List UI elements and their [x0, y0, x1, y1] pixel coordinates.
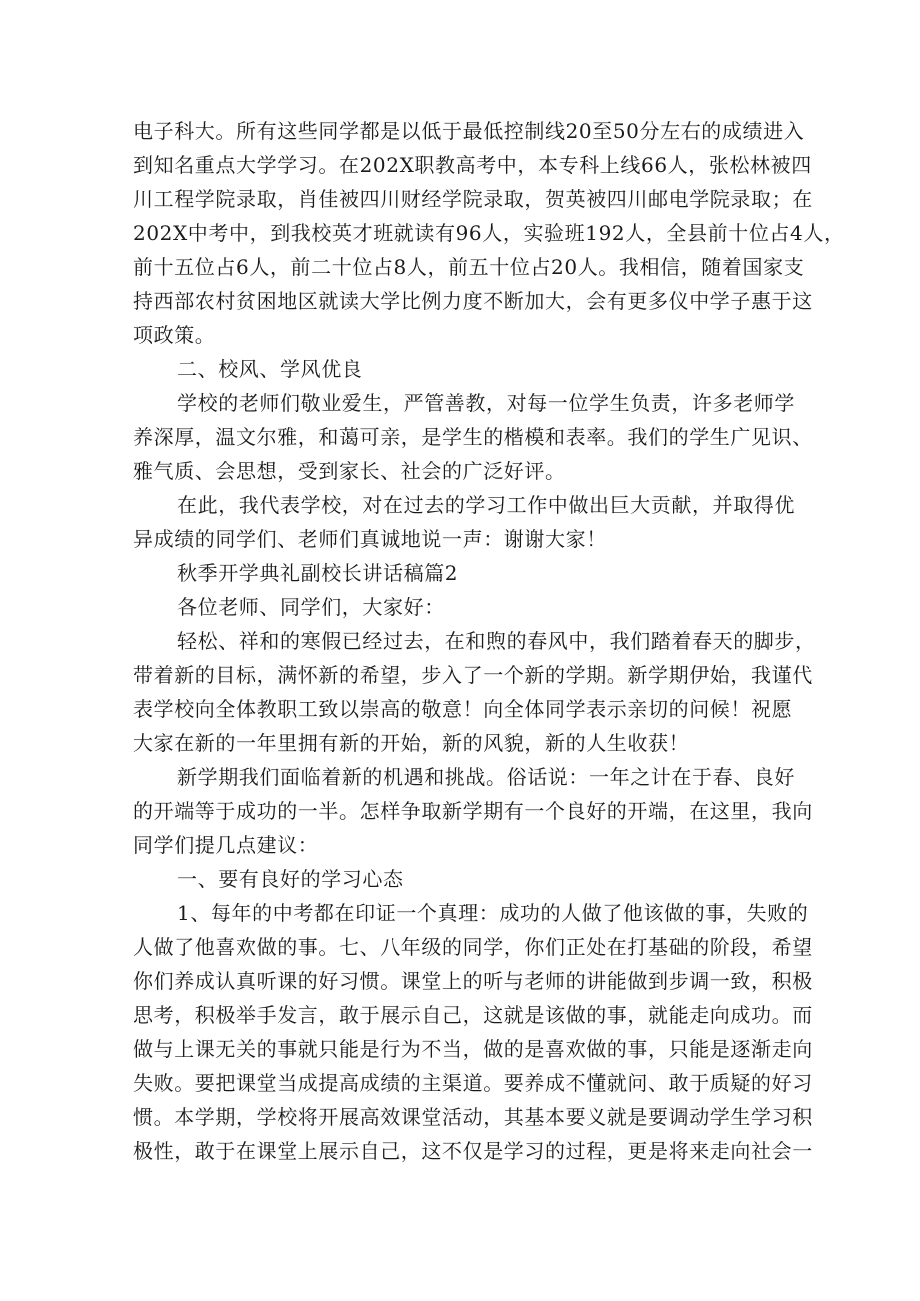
section-heading: 二、校风、学风优良 — [177, 357, 363, 381]
text-line: 项政策。 — [133, 323, 216, 347]
text-line: 异成绩的同学们、老师们真诚地说一声：谢谢大家！ — [133, 527, 607, 551]
text-line: 同学们提几点建议： — [133, 833, 319, 857]
text-line: 前十五位占6人，前二十位占8人，前五十位占20人。我相信，随着国家支 — [133, 255, 805, 279]
text-line: 养深厚，温文尔雅，和蔼可亲，是学生的楷模和表率。我们的学生广见识、 — [133, 425, 813, 449]
text-line: 极性，敢于在课堂上展示自己，这不仅是学习的过程，更是将来走向社会一 — [133, 1139, 813, 1163]
text-line: 1、每年的中考都在印证一个真理：成功的人做了他该做的事，失败的 — [177, 901, 809, 925]
text-line: 做与上课无关的事就只能是行为不当，做的是喜欢做的事，只能是逐渐走向 — [133, 1037, 813, 1061]
text-line: 思考，积极举手发言，敢于展示自己，这就是该做的事，就能走向成功。而 — [133, 1003, 813, 1027]
text-line: 电子科大。所有这些同学都是以低于最低控制线20至50分左右的成绩进入 — [133, 119, 805, 143]
text-line: 人做了他喜欢做的事。七、八年级的同学，你们正处在打基础的阶段，希望 — [133, 935, 813, 959]
text-line: 表学校向全体教职工致以崇高的敬意！向全体同学表示亲切的问候！祝愿 — [133, 697, 793, 721]
text-line: 持西部农村贫困地区就读大学比例力度不断加大，会有更多仪中学子惠于这 — [133, 289, 813, 313]
text-line: 带着新的目标，满怀新的希望，步入了一个新的学期。新学期伊始，我谨代 — [133, 663, 813, 687]
text-line: 在此，我代表学校，对在过去的学习工作中做出巨大贡献，并取得优 — [177, 493, 795, 517]
text-line: 雅气质、会思想，受到家长、社会的广泛好评。 — [133, 459, 566, 483]
text-line: 惯。本学期，学校将开展高效课堂活动，其基本要义就是要调动学生学习积 — [133, 1105, 813, 1129]
greeting: 各位老师、同学们，大家好： — [177, 595, 445, 619]
text-line: 到知名重点大学学习。在202X职教高考中，本专科上线66人，张松林被四 — [133, 153, 812, 177]
text-line: 的开端等于成功的一半。怎样争取新学期有一个良好的开端，在这里，我向 — [133, 799, 813, 823]
text-line: 202X中考中，到我校英才班就读有96人，实验班192人，全县前十位占4人， — [133, 221, 845, 245]
article-title: 秋季开学典礼副校长讲话稿篇2 — [177, 561, 459, 585]
section-heading: 一、要有良好的学习心态 — [177, 867, 404, 891]
text-line: 失败。要把课堂当成提高成绩的主渠道。要养成不懂就问、敢于质疑的好习 — [133, 1071, 813, 1095]
text-line: 轻松、祥和的寒假已经过去，在和煦的春风中，我们踏着春天的脚步， — [177, 629, 816, 653]
text-line: 川工程学院录取，肖佳被四川财经学院录取，贺英被四川邮电学院录取；在 — [133, 187, 813, 211]
text-line: 大家在新的一年里拥有新的开始，新的风貌，新的人生收获！ — [133, 731, 690, 755]
text-line: 学校的老师们敬业爱生，严管善教，对每一位学生负责，许多老师学 — [177, 391, 795, 415]
text-line: 新学期我们面临着新的机遇和挑战。俗话说：一年之计在于春、良好 — [177, 765, 795, 789]
text-line: 你们养成认真听课的好习惯。课堂上的听与老师的讲能做到步调一致，积极 — [133, 969, 813, 993]
